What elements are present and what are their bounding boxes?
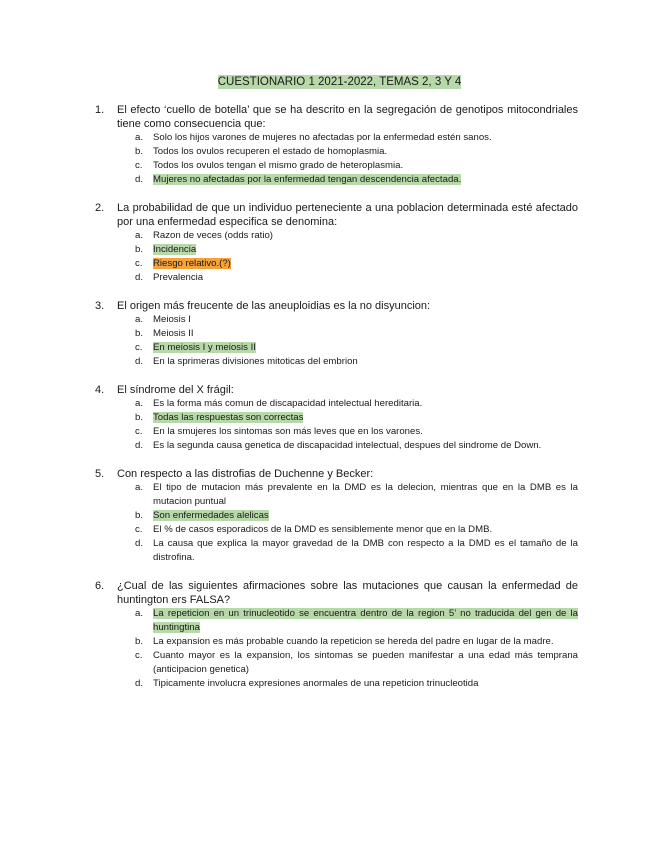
answer-option bbox=[95, 439, 578, 453]
option-text-wrap bbox=[153, 509, 578, 523]
option-text: El tipo de mutacion más prevalente en la DMD es la delecion, mientras que en la DMB es la mutacion puntual bbox=[153, 482, 578, 507]
option-text-wrap bbox=[153, 243, 578, 257]
option-text-wrap bbox=[153, 411, 578, 425]
question-header bbox=[95, 201, 578, 229]
document-title bbox=[95, 76, 578, 88]
option-letter: d. bbox=[135, 272, 144, 283]
option-text-wrap bbox=[153, 397, 578, 411]
question-1 bbox=[95, 103, 578, 187]
option-text-wrap bbox=[153, 327, 578, 341]
question-number: 1. bbox=[95, 104, 105, 116]
question-text: El efecto ‘cuello de botella’ que se ha descrito en la segregación de genotipos mitocondriales tiene como consecuencia que: bbox=[117, 104, 578, 130]
option-text: En la sprimeras divisiones mitoticas del embrion bbox=[153, 356, 358, 367]
question-5 bbox=[95, 467, 578, 565]
option-letter: b. bbox=[135, 244, 144, 255]
option-text-wrap bbox=[153, 537, 578, 565]
answer-option bbox=[95, 145, 578, 159]
option-text: El % de casos esporadicos de la DMD es sensiblemente menor que en la DMB. bbox=[153, 524, 493, 535]
question-header bbox=[95, 299, 578, 313]
option-text-wrap bbox=[153, 425, 578, 439]
highlighted-answer-text: La repeticion en un trinucleotido se encuentra dentro de la region 5’ no traducida del gen de la huntingtina bbox=[153, 608, 578, 633]
option-text-wrap bbox=[153, 313, 578, 327]
option-list bbox=[95, 131, 578, 187]
question-list bbox=[95, 103, 578, 691]
question-header bbox=[95, 467, 578, 481]
option-text: En la smujeres los sintomas son más leves que en los varones. bbox=[153, 426, 423, 437]
answer-option bbox=[95, 313, 578, 327]
answer-option bbox=[95, 635, 578, 649]
option-letter: d. bbox=[135, 440, 144, 451]
highlighted-answer-text: Riesgo relativo.(?) bbox=[153, 258, 231, 269]
question-number: 2. bbox=[95, 202, 105, 214]
option-text: Prevalencia bbox=[153, 272, 204, 283]
option-letter: b. bbox=[135, 636, 144, 647]
option-list bbox=[95, 397, 578, 453]
document-title-text: CUESTIONARIO 1 2021-2022, TEMAS 2, 3 Y 4 bbox=[217, 76, 462, 88]
answer-option bbox=[95, 341, 578, 355]
option-list bbox=[95, 607, 578, 691]
answer-option bbox=[95, 425, 578, 439]
option-text-wrap bbox=[153, 341, 578, 355]
answer-option bbox=[95, 243, 578, 257]
option-text-wrap bbox=[153, 607, 578, 635]
option-text-wrap bbox=[153, 677, 578, 691]
question-text: Con respecto a las distrofias de Duchenne y Becker: bbox=[117, 468, 374, 480]
question-text: El origen más freucente de las aneuploidias es la no disyuncion: bbox=[117, 300, 431, 312]
option-list bbox=[95, 229, 578, 285]
option-text-wrap bbox=[153, 649, 578, 677]
option-letter: c. bbox=[135, 160, 143, 171]
option-letter: c. bbox=[135, 342, 143, 353]
highlighted-answer-text: Incidencia bbox=[153, 244, 197, 255]
question-4 bbox=[95, 383, 578, 453]
question-2 bbox=[95, 201, 578, 285]
option-letter: b. bbox=[135, 328, 144, 339]
option-letter: c. bbox=[135, 524, 143, 535]
option-text: Meiosis I bbox=[153, 314, 191, 325]
option-text-wrap bbox=[153, 257, 578, 271]
highlighted-answer-text: En meiosis I y meiosis II bbox=[153, 342, 256, 353]
question-3 bbox=[95, 299, 578, 369]
answer-option bbox=[95, 355, 578, 369]
question-number: 3. bbox=[95, 300, 105, 312]
option-letter: b. bbox=[135, 146, 144, 157]
answer-option bbox=[95, 481, 578, 509]
option-text-wrap bbox=[153, 635, 578, 649]
answer-option bbox=[95, 537, 578, 565]
option-text-wrap bbox=[153, 271, 578, 285]
option-letter: a. bbox=[135, 482, 144, 493]
answer-option bbox=[95, 131, 578, 145]
question-text: El síndrome del X frágil: bbox=[117, 384, 234, 396]
question-header bbox=[95, 579, 578, 607]
option-letter: a. bbox=[135, 132, 144, 143]
option-letter: d. bbox=[135, 538, 144, 549]
question-header bbox=[95, 103, 578, 131]
answer-option bbox=[95, 229, 578, 243]
option-letter: d. bbox=[135, 678, 144, 689]
option-list bbox=[95, 481, 578, 565]
answer-option bbox=[95, 677, 578, 691]
question-number: 6. bbox=[95, 580, 105, 592]
question-text: La probabilidad de que un individuo perteneciente a una poblacion determinada esté afectado por una enfermedad especifica se denomina: bbox=[117, 202, 578, 228]
answer-option bbox=[95, 523, 578, 537]
question-header bbox=[95, 383, 578, 397]
answer-option bbox=[95, 397, 578, 411]
option-letter: a. bbox=[135, 314, 144, 325]
highlighted-answer-text: Todas las respuestas son correctas bbox=[153, 412, 304, 423]
option-letter: d. bbox=[135, 174, 144, 185]
answer-option bbox=[95, 159, 578, 173]
question-6 bbox=[95, 579, 578, 691]
option-text: Es la forma más comun de discapacidad intelectual hereditaria. bbox=[153, 398, 423, 409]
option-letter: c. bbox=[135, 426, 143, 437]
option-text: Solo los hijos varones de mujeres no afectadas por la enfermedad estén sanos. bbox=[153, 132, 492, 143]
answer-option bbox=[95, 257, 578, 271]
highlighted-answer-text: Son enfermedades alelicas bbox=[153, 510, 269, 521]
option-letter: a. bbox=[135, 398, 144, 409]
answer-option bbox=[95, 173, 578, 187]
option-text: Todos los ovulos recuperen el estado de homoplasmia. bbox=[153, 146, 388, 157]
option-text-wrap bbox=[153, 229, 578, 243]
option-text-wrap bbox=[153, 159, 578, 173]
answer-option bbox=[95, 649, 578, 677]
question-number: 5. bbox=[95, 468, 105, 480]
option-text: La expansion es más probable cuando la repeticion se hereda del padre en lugar de la madre. bbox=[153, 636, 554, 647]
answer-option bbox=[95, 607, 578, 635]
option-text-wrap bbox=[153, 481, 578, 509]
option-text: Todos los ovulos tengan el mismo grado de heteroplasmia. bbox=[153, 160, 404, 171]
question-text: ¿Cual de las siguientes afirmaciones sobre las mutaciones que causan la enfermedad de huntington ers FALSA? bbox=[117, 580, 578, 606]
answer-option bbox=[95, 509, 578, 523]
option-letter: d. bbox=[135, 356, 144, 367]
highlighted-answer-text: Mujeres no afectadas por la enfermedad tengan descendencia afectada. bbox=[153, 174, 462, 185]
option-text-wrap bbox=[153, 523, 578, 537]
option-text: Es la segunda causa genetica de discapacidad intelectual, despues del sindrome de Down. bbox=[153, 440, 542, 451]
option-text-wrap bbox=[153, 173, 578, 187]
option-text: Razon de veces (odds ratio) bbox=[153, 230, 273, 241]
option-letter: c. bbox=[135, 650, 143, 661]
option-letter: b. bbox=[135, 412, 144, 423]
option-text: Meiosis II bbox=[153, 328, 194, 339]
option-text: Cuanto mayor es la expansion, los sintomas se pueden manifestar a una edad más temprana (anticipacion genetica) bbox=[153, 650, 578, 675]
option-text: Tipicamente involucra expresiones anormales de una repeticion trinucleotida bbox=[153, 678, 479, 689]
option-letter: a. bbox=[135, 230, 144, 241]
answer-option bbox=[95, 271, 578, 285]
option-letter: b. bbox=[135, 510, 144, 521]
option-text-wrap bbox=[153, 355, 578, 369]
question-number: 4. bbox=[95, 384, 105, 396]
option-text-wrap bbox=[153, 131, 578, 145]
option-letter: c. bbox=[135, 258, 143, 269]
option-letter: a. bbox=[135, 608, 144, 619]
answer-option bbox=[95, 327, 578, 341]
option-text-wrap bbox=[153, 145, 578, 159]
option-list bbox=[95, 313, 578, 369]
option-text: La causa que explica la mayor gravedad de la DMB con respecto a la DMD es el tamaño de la distrofina. bbox=[153, 538, 578, 563]
option-text-wrap bbox=[153, 439, 578, 453]
answer-option bbox=[95, 411, 578, 425]
